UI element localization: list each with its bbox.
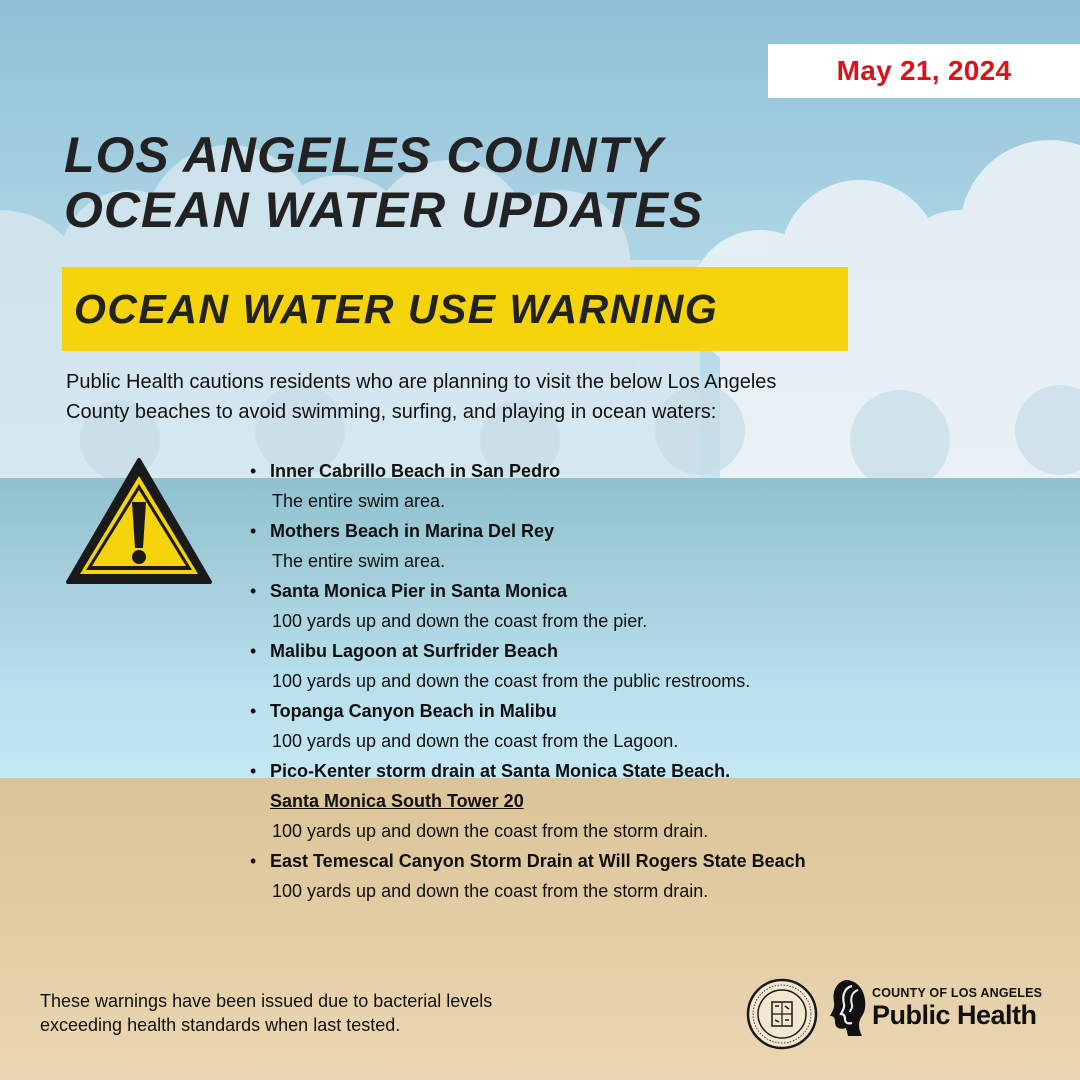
- footer-line-1: These warnings have been issued due to bacterial levels: [40, 991, 493, 1011]
- title-line-2: OCEAN WATER UPDATES: [64, 182, 704, 238]
- list-item: [248, 636, 1068, 696]
- list-item: [248, 516, 1068, 576]
- logo-county-text: COUNTY OF LOS ANGELES: [872, 986, 1043, 1000]
- list-item: [248, 456, 1068, 516]
- bullet: •: [250, 761, 257, 781]
- bullet: •: [250, 461, 257, 481]
- beach-detail: 100 yards up and down the coast from the storm drain.: [272, 881, 709, 901]
- footer-line-2: exceeding health standards when last tested.: [40, 1015, 401, 1035]
- beach-name: Inner Cabrillo Beach in San Pedro: [270, 461, 561, 481]
- beach-detail: 100 yards up and down the coast from the storm drain.: [272, 821, 709, 841]
- county-seal-icon: [746, 978, 818, 1050]
- list-item: [248, 756, 1068, 846]
- beach-detail: 100 yards up and down the coast from the pier.: [272, 611, 648, 631]
- list-item: [248, 696, 1068, 756]
- bullet: •: [250, 701, 257, 721]
- beach-detail: The entire swim area.: [272, 491, 446, 511]
- list-item: [248, 846, 1068, 906]
- beach-list: [248, 456, 1068, 906]
- beach-name: Mothers Beach in Marina Del Rey: [270, 521, 555, 541]
- warning-banner: [62, 267, 848, 351]
- warning-triangle-icon: [64, 456, 214, 586]
- beach-detail: 100 yards up and down the coast from the Lagoon.: [272, 731, 679, 751]
- bullet: •: [250, 581, 257, 601]
- title-line-1: LOS ANGELES COUNTY: [64, 127, 664, 183]
- beach-name: Topanga Canyon Beach in Malibu: [270, 701, 557, 721]
- bullet: •: [250, 521, 257, 541]
- bullet: •: [250, 851, 257, 871]
- intro-text: [66, 367, 966, 427]
- date-text: May 21, 2024: [836, 55, 1012, 86]
- beach-name: Pico-Kenter storm drain at Santa Monica State Beach.: [270, 761, 731, 781]
- beach-name: Santa Monica Pier in Santa Monica: [270, 581, 568, 601]
- warning-banner-text: OCEAN WATER USE WARNING: [74, 285, 719, 332]
- list-item: [248, 576, 1068, 636]
- footer-note: [40, 989, 660, 1037]
- intro-line-1: Public Health cautions residents who are planning to visit the below Los Angeles: [66, 371, 777, 393]
- date-badge: [768, 44, 1080, 98]
- beach-name: Malibu Lagoon at Surfrider Beach: [270, 641, 559, 661]
- logo-public-health-text: Public Health: [872, 1000, 1037, 1030]
- bullet: •: [250, 641, 257, 661]
- intro-line-2: County beaches to avoid swimming, surfing, and playing in ocean waters:: [66, 401, 717, 423]
- beach-detail: 100 yards up and down the coast from the public restrooms.: [272, 671, 751, 691]
- beach-detail: The entire swim area.: [272, 551, 446, 571]
- page-title: [64, 128, 703, 238]
- beach-subname: Santa Monica South Tower 20: [270, 791, 524, 811]
- beach-name: East Temescal Canyon Storm Drain at Will Rogers State Beach: [270, 851, 806, 871]
- public-health-profiles-icon: [828, 976, 872, 1040]
